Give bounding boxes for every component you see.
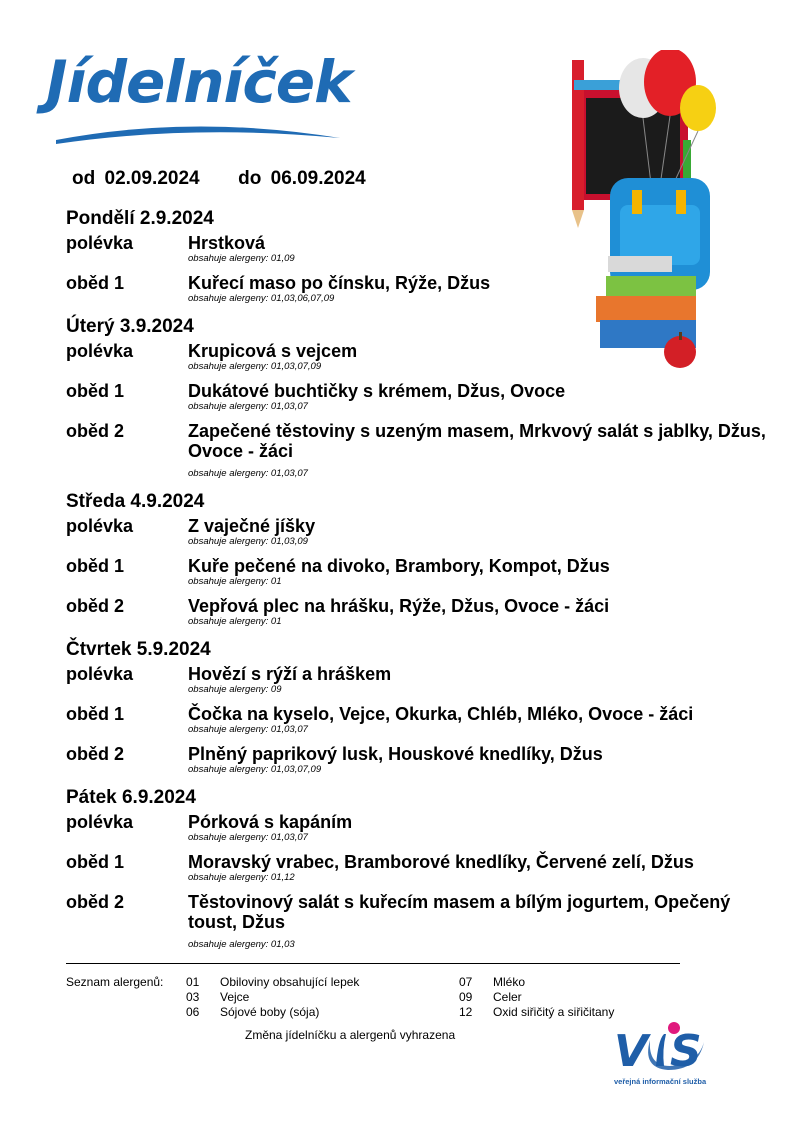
meal-row <box>66 892 766 959</box>
legend-code: 03 <box>186 990 200 1004</box>
meal-label: oběd 1 <box>66 381 125 401</box>
meal-row <box>66 596 766 636</box>
meal-row <box>66 273 766 313</box>
meal-name: Hovězí s rýží a hráškem <box>188 664 392 684</box>
weekly-menu <box>66 205 766 959</box>
meal-allergens: obsahuje alergeny: 01,03,07 <box>188 401 308 412</box>
legend-item <box>186 990 359 1005</box>
legend-code: 09 <box>459 990 473 1004</box>
meal-body <box>188 556 766 596</box>
meal-allergens: obsahuje alergeny: 09 <box>188 684 282 695</box>
meal-body <box>188 341 766 381</box>
meal-allergens: obsahuje alergeny: 01,03,09 <box>188 536 308 547</box>
meal-name: Pórková s kapáním <box>188 812 353 832</box>
meal-body <box>188 812 766 852</box>
to-label: do <box>238 168 262 189</box>
legend-code: 12 <box>459 1005 473 1019</box>
meal-label: polévka <box>66 664 134 684</box>
legend-code: 06 <box>186 1005 200 1019</box>
meal-name: Kuře pečené na divoko, Brambory, Kompot, Džus <box>188 556 610 576</box>
meal-allergens: obsahuje alergeny: 01 <box>188 576 282 587</box>
meal-row <box>66 852 766 892</box>
meal-row <box>66 744 766 784</box>
legend-column-1 <box>186 975 359 1020</box>
meal-name: Hrstková <box>188 233 266 253</box>
meal-label: oběd 1 <box>66 852 125 872</box>
day-title: Pondělí 2.9.2024 <box>66 208 214 229</box>
day-section <box>66 313 766 488</box>
meal-name: Těstovinový salát s kuřecím masem a bílým jogurtem, Opečený toust, Džus <box>188 892 731 932</box>
meal-label: oběd 2 <box>66 596 125 616</box>
meal-row <box>66 381 766 421</box>
legend-column-2 <box>459 975 614 1020</box>
legend-name: Sójové boby (sója) <box>220 1005 320 1019</box>
meal-allergens: obsahuje alergeny: 01,03,07 <box>188 724 308 735</box>
page-title: Jídelníček <box>46 48 352 116</box>
meal-body <box>188 892 766 959</box>
day-section <box>66 488 766 636</box>
legend-title: Seznam alergenů: <box>66 975 164 989</box>
meal-body <box>188 664 766 704</box>
legend-name: Vejce <box>220 990 250 1004</box>
day-title: Čtvrtek 5.9.2024 <box>66 639 211 660</box>
meal-name: Kuřecí maso po čínsku, Rýže, Džus <box>188 273 491 293</box>
meal-row <box>66 556 766 596</box>
meal-allergens: obsahuje alergeny: 01,03,06,07,09 <box>188 293 335 304</box>
meal-allergens: obsahuje alergeny: 01,03,07 <box>188 468 308 479</box>
meal-row <box>66 516 766 556</box>
svg-text:V: V <box>614 1026 649 1077</box>
menu-period <box>72 168 370 190</box>
meal-body <box>188 381 766 421</box>
meal-allergens: obsahuje alergeny: 01,03,07 <box>188 832 308 843</box>
meal-body <box>188 704 766 744</box>
vis-logo <box>612 1020 722 1095</box>
meal-row <box>66 704 766 744</box>
meal-label: oběd 2 <box>66 892 125 912</box>
footer-note: Změna jídelníčku a alergenů vyhrazena <box>245 1028 456 1042</box>
meal-allergens: obsahuje alergeny: 01,03,07,09 <box>188 361 322 372</box>
title-swoosh-decoration <box>52 118 344 150</box>
legend-name: Mléko <box>493 975 526 989</box>
meal-name: Moravský vrabec, Bramborové knedlíky, Červené zelí, Džus <box>188 852 694 872</box>
from-label: od <box>72 168 96 189</box>
meal-body <box>188 273 766 313</box>
meal-allergens: obsahuje alergeny: 01,09 <box>188 253 295 264</box>
vis-tagline: veřejná informační služba <box>614 1077 707 1086</box>
day-section <box>66 205 766 313</box>
meal-label: polévka <box>66 341 134 361</box>
meal-name: Vepřová plec na hrášku, Rýže, Džus, Ovoce - žáci <box>188 596 610 616</box>
legend-item <box>459 975 614 990</box>
meal-name: Plněný paprikový lusk, Houskové knedlíky, Džus <box>188 744 603 764</box>
day-section <box>66 636 766 784</box>
meal-label: polévka <box>66 812 134 832</box>
meal-label: oběd 2 <box>66 744 125 764</box>
meal-body <box>188 233 766 273</box>
meal-label: oběd 1 <box>66 704 125 724</box>
day-section <box>66 784 766 959</box>
from-date: 02.09.2024 <box>104 168 200 189</box>
svg-text:S: S <box>670 1026 702 1077</box>
legend-item <box>186 975 359 990</box>
legend-divider <box>66 963 680 964</box>
meal-label: oběd 2 <box>66 421 125 441</box>
meal-name: Dukátové buchtičky s krémem, Džus, Ovoce <box>188 381 566 401</box>
legend-name: Celer <box>493 990 522 1004</box>
meal-row <box>66 664 766 704</box>
meal-body <box>188 744 766 784</box>
vis-logo-icon <box>612 1020 722 1090</box>
day-title: Úterý 3.9.2024 <box>66 316 194 337</box>
meal-name: Z vaječné jíšky <box>188 516 316 536</box>
legend-item <box>459 990 614 1005</box>
legend-item <box>459 1005 614 1020</box>
meal-label: oběd 1 <box>66 556 125 576</box>
meal-body <box>188 421 766 488</box>
meal-row <box>66 421 766 488</box>
meal-body <box>188 596 766 636</box>
day-title: Středa 4.9.2024 <box>66 491 205 512</box>
meal-allergens: obsahuje alergeny: 01,12 <box>188 872 295 883</box>
legend-code: 07 <box>459 975 473 989</box>
meal-name: Krupicová s vejcem <box>188 341 358 361</box>
meal-allergens: obsahuje alergeny: 01,03 <box>188 939 295 950</box>
meal-label: polévka <box>66 233 134 253</box>
meal-label: oběd 1 <box>66 273 125 293</box>
meal-body <box>188 852 766 892</box>
meal-row <box>66 341 766 381</box>
legend-name: Oxid siřičitý a siřičitany <box>493 1005 615 1019</box>
day-title: Pátek 6.9.2024 <box>66 787 196 808</box>
meal-allergens: obsahuje alergeny: 01 <box>188 616 282 627</box>
meal-allergens: obsahuje alergeny: 01,03,07,09 <box>188 764 322 775</box>
legend-name: Obiloviny obsahující lepek <box>220 975 360 989</box>
meal-name: Čočka na kyselo, Vejce, Okurka, Chléb, Mléko, Ovoce - žáci <box>188 704 694 724</box>
to-date: 06.09.2024 <box>270 168 366 189</box>
meal-body <box>188 516 766 556</box>
meal-row <box>66 233 766 273</box>
meal-label: polévka <box>66 516 134 536</box>
legend-item <box>186 1005 359 1020</box>
meal-row <box>66 812 766 852</box>
legend-code: 01 <box>186 975 200 989</box>
meal-name: Zapečené těstoviny s uzeným masem, Mrkvový salát s jablky, Džus, Ovoce - žáci <box>188 421 766 461</box>
